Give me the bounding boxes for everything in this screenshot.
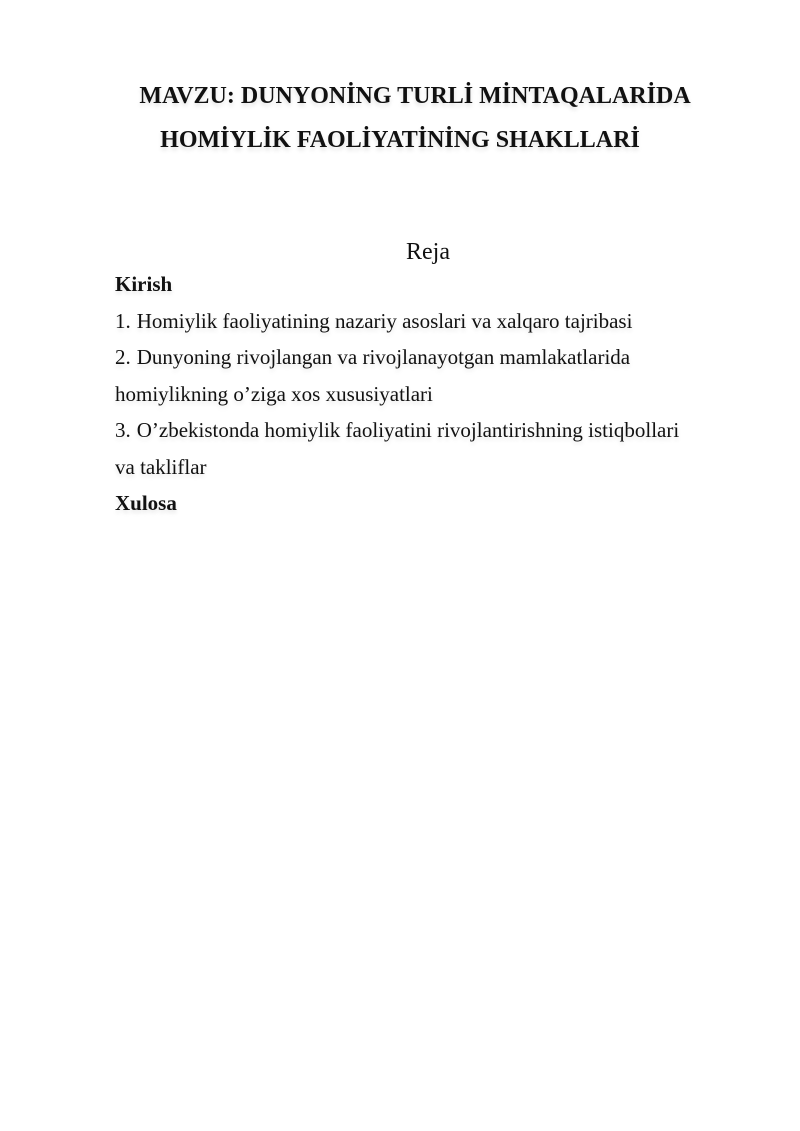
toc-conclusion: Xulosa <box>115 491 177 515</box>
toc-intro: Kirish <box>115 272 173 296</box>
table-of-contents <box>115 266 755 522</box>
toc-item-2-text-line-1: Dunyoning rivojlangan va rivojlanayotgan mamlakatlarida <box>136 345 631 369</box>
toc-item-3-text-line-1: O’zbekistonda homiylik faoliyatini rivojlantirishning istiqbollari <box>136 418 680 442</box>
toc-item-3-number: 3. <box>115 418 131 442</box>
toc-item-2-number: 2. <box>115 345 131 369</box>
toc-item-2-line-1 <box>115 339 755 376</box>
document-title-line-2: HOMİYLİK FAOLİYATİNİNG SHAKLLARİ <box>160 127 640 153</box>
toc-item-3-text-line-2: va takliflar <box>115 454 207 479</box>
toc-item-1 <box>115 303 755 340</box>
toc-item-1-text: Homiylik faoliyatining nazariy asoslari va xalqaro tajribasi <box>136 308 633 333</box>
toc-item-2-text-line-2: homiylikning o’ziga xos xususiyatlari <box>115 381 433 406</box>
toc-item-1-number: 1. <box>115 308 131 333</box>
toc-item-3-line-1 <box>115 412 755 449</box>
plan-heading: Reja <box>406 239 450 265</box>
document-title-line-1: MAVZU: DUNYONİNG TURLİ MİNTAQALARİDA <box>139 83 691 109</box>
